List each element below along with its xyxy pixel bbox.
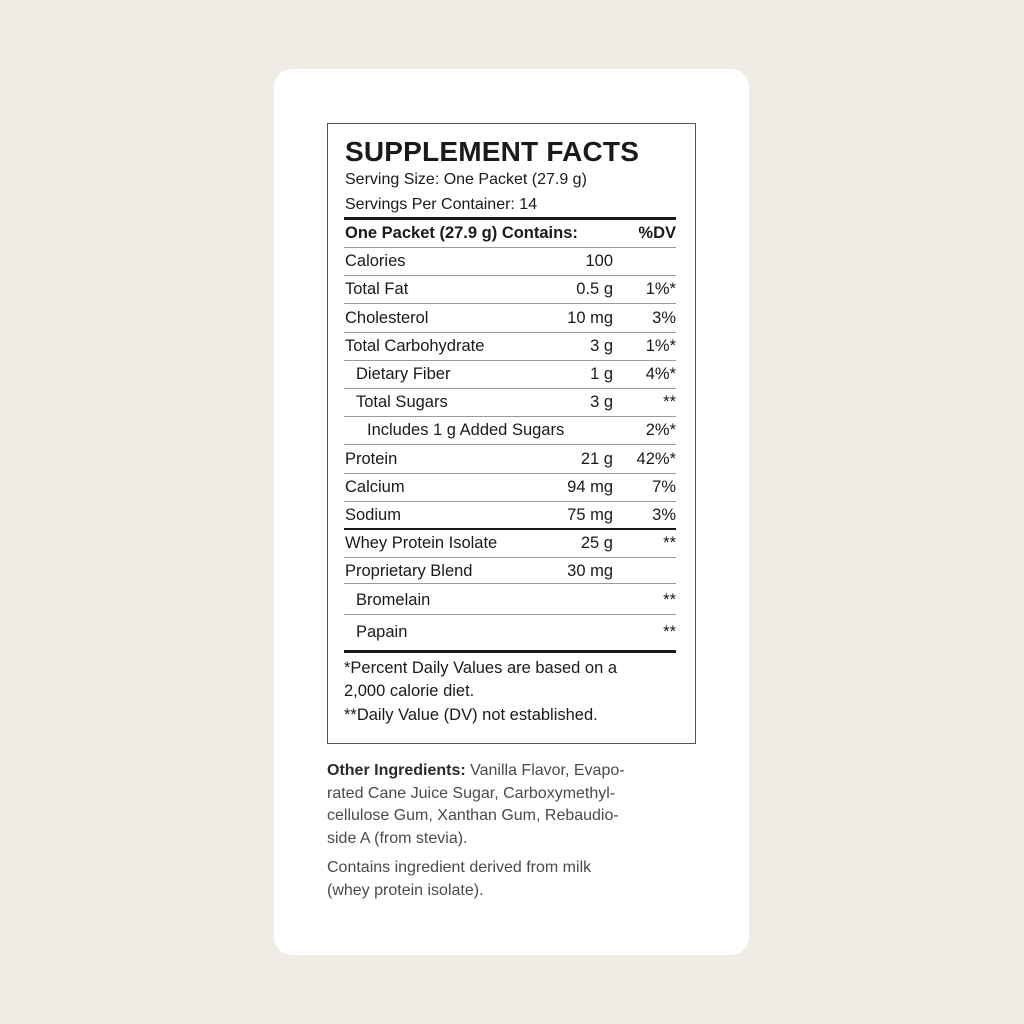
- serving-size: Serving Size: One Packet (27.9 g): [345, 171, 587, 188]
- table-header-row: [344, 220, 676, 248]
- table-row: [344, 276, 676, 304]
- footnote-dv-not-established: **Daily Value (DV) not established.: [344, 706, 598, 724]
- row-name: Protein: [345, 450, 398, 468]
- row-amount: 30 mg: [567, 562, 613, 580]
- row-amount: 3 g: [590, 393, 613, 411]
- row-dv: 1%*: [645, 337, 676, 355]
- row-name: Includes 1 g Added Sugars: [367, 421, 565, 439]
- divider-thick: [344, 650, 676, 653]
- row-dv: 7%: [652, 478, 676, 496]
- table-row: [344, 248, 676, 276]
- table-row: [344, 474, 676, 502]
- row-dv: 1%*: [645, 280, 676, 298]
- allergen-statement: [327, 857, 667, 902]
- row-dv: 3%: [652, 506, 676, 524]
- table-row: [344, 361, 676, 389]
- row-amount: 1 g: [590, 365, 613, 383]
- allergen-line: (whey protein isolate).: [327, 881, 484, 899]
- row-amount: 0.5 g: [576, 280, 613, 298]
- row-amount: 75 mg: [567, 506, 613, 524]
- footnote-dv-basis: *Percent Daily Values are based on a: [344, 659, 618, 677]
- table-row: [344, 417, 676, 445]
- table-row: [344, 587, 676, 615]
- row-amount: 100: [585, 252, 613, 270]
- row-name: Cholesterol: [345, 309, 429, 327]
- row-amount: 3 g: [590, 337, 613, 355]
- row-name: Bromelain: [356, 591, 431, 609]
- ingredients-line: side A (from stevia).: [327, 829, 468, 847]
- row-name: Dietary Fiber: [356, 365, 451, 383]
- table-row: [344, 530, 676, 558]
- table-row: [344, 389, 676, 417]
- row-amount: 94 mg: [567, 478, 613, 496]
- table-row: [344, 558, 676, 586]
- supplement-facts-panel: [327, 123, 696, 744]
- servings-per-container: Servings Per Container: 14: [345, 196, 538, 213]
- row-name: Total Fat: [345, 280, 409, 298]
- panel-title: SUPPLEMENT FACTS: [345, 136, 640, 167]
- other-ingredients: [327, 760, 667, 850]
- ingredients-line: cellulose Gum, Xanthan Gum, Rebaudio-: [327, 807, 619, 824]
- row-name: Calcium: [345, 478, 405, 496]
- footnote-calorie-diet: 2,000 calorie diet.: [344, 682, 475, 700]
- table-row: [344, 619, 676, 647]
- ingredients-line: rated Cane Juice Sugar, Carboxymethyl-: [327, 784, 616, 802]
- row-dv: 42%*: [636, 450, 676, 468]
- allergen-line: Contains ingredient derived from milk: [327, 859, 592, 876]
- row-dv: **: [663, 623, 676, 641]
- other-ingredients-label: Other Ingredients:: [327, 762, 466, 779]
- table-row: [344, 446, 676, 474]
- row-name: Proprietary Blend: [345, 562, 473, 580]
- row-dv: 2%*: [645, 421, 676, 439]
- row-name: Sodium: [345, 506, 401, 524]
- row-amount: 10 mg: [567, 309, 613, 327]
- row-name: Whey Protein Isolate: [345, 534, 498, 552]
- row-amount: 25 g: [580, 534, 613, 552]
- table-row: [344, 305, 676, 333]
- row-name: Papain: [356, 623, 408, 641]
- row-name: Calories: [345, 252, 406, 270]
- row-name: Total Carbohydrate: [345, 337, 485, 355]
- row-dv: **: [663, 591, 676, 609]
- row-dv: **: [663, 393, 676, 411]
- table-row: [344, 333, 676, 361]
- row-dv: 3%: [652, 309, 676, 327]
- table-row: [344, 502, 676, 530]
- row-dv: 4%*: [645, 365, 676, 383]
- header-dv: %DV: [638, 224, 676, 242]
- row-name: Total Sugars: [356, 393, 448, 411]
- row-amount: 21 g: [580, 450, 613, 468]
- header-label: One Packet (27.9 g) Contains:: [345, 224, 578, 242]
- row-dv: **: [663, 534, 676, 552]
- ingredients-line: Vanilla Flavor, Evapo-: [465, 762, 625, 779]
